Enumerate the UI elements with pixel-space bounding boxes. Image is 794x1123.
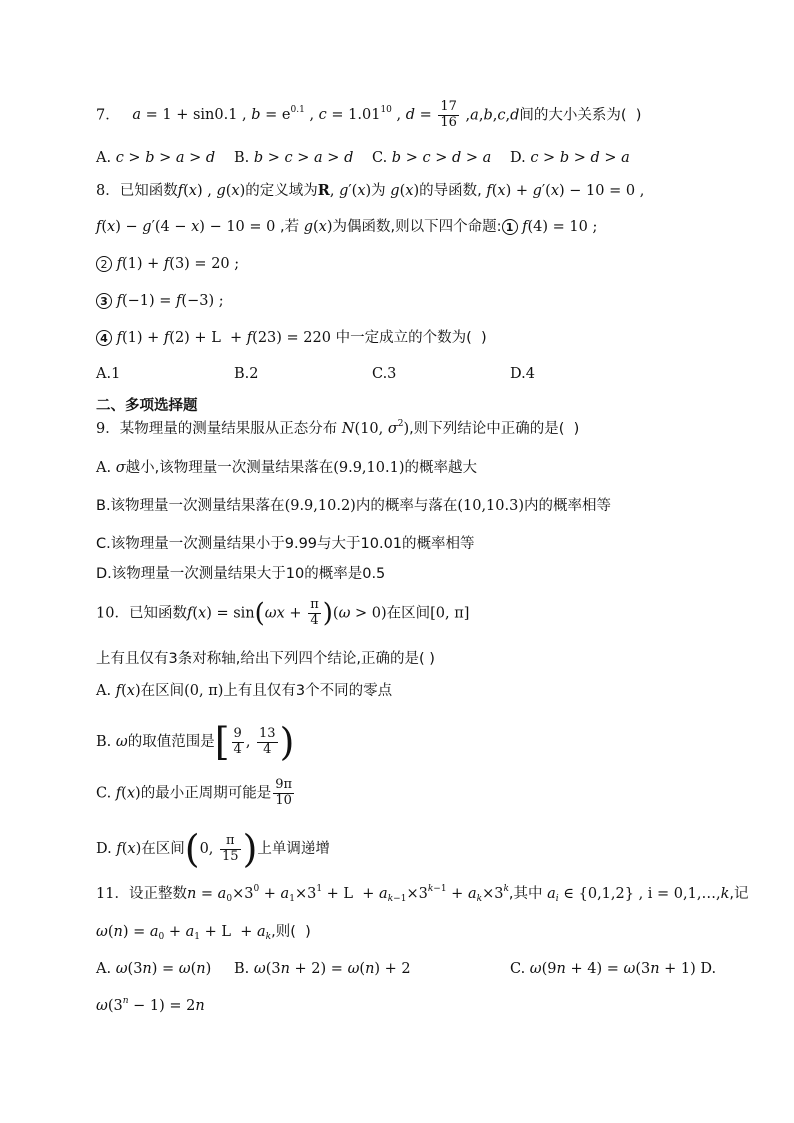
q8-line1: 8．已知函数f(x) , g(x)的定义域为R, g′(x)为 g(x)的导函数, f(x) + g′(x) − 10 = 0 , xyxy=(96,182,645,199)
circled-1-icon: 1 xyxy=(502,219,518,235)
q8-option-d: D.4 xyxy=(510,366,535,382)
q10-option-b: B. ω的取值范围是[ $\frac{9}{4}$ , $\frac{13}{4}$ ) xyxy=(96,720,295,764)
section-heading: 二、多项选择题 xyxy=(96,398,198,414)
q8-option-b: B.2 xyxy=(234,366,259,382)
q7-option-c: C. b > c > d > a xyxy=(372,150,492,166)
circled-2-icon: 2 xyxy=(96,256,112,272)
q7-number: 7． xyxy=(96,107,120,124)
q8-option-a: A.1 xyxy=(96,366,121,382)
q7-option-d: D. c > b > d > a xyxy=(510,150,630,166)
q11-option-c: C. ω(9n + 4) = ω(3n + 1) D. xyxy=(510,961,717,977)
q11-number: 11． xyxy=(96,886,129,902)
q9-number: 9． xyxy=(96,421,120,437)
q9-option-b: B.该物理量一次测量结果落在(9.9,10.2)内的概率与落在(10,10.3)内的概率相等 xyxy=(96,498,612,514)
q9-option-d: D.该物理量一次测量结果大于10的概率是0.5 xyxy=(96,566,386,582)
q8-line4: 3 f(−1) = f(−3) ; xyxy=(96,293,224,310)
q11-option-b: B. ω(3n + 2) = ω(n) + 2 xyxy=(234,961,411,977)
circled-3-icon: 3 xyxy=(96,293,112,309)
q11-option-a: A. ω(3n) = ω(n) xyxy=(96,961,212,977)
q10-stem-line2: 上有且仅有3条对称轴,给出下列四个结论,正确的是( ) xyxy=(96,651,435,667)
q10-stem: 10．已知函数f(x) = sin(ωx + $\frac{\pi}{4}$ )(ω > 0)在区间[0, π] xyxy=(96,597,470,629)
q11-option-d: $\omega(3^n - 1) = 2n$ xyxy=(96,996,205,1014)
q10-option-a: A. f(x)在区间(0, π)上有且仅有3个不同的零点 xyxy=(96,683,393,699)
q8-line2: f(x) − g′(4 − x) − 10 = 0 ,若 g(x)为偶函数,则以下四个命题: 1 f(4) = 10 ; xyxy=(96,219,598,235)
q8-option-c: C.3 xyxy=(372,366,397,382)
q7-option-a: A. c > b > a > d xyxy=(96,150,216,166)
q9-stem: 9．某物理量的测量结果服从正态分布 N(10, $\sigma^2$),则下列结论中正确的是( ) xyxy=(96,419,580,437)
q9-option-a: A. σ越小,该物理量一次测量结果落在(9.9,10.1)的概率越大 xyxy=(96,460,477,476)
q9-option-c: C.该物理量一次测量结果小于9.99与大于10.01的概率相等 xyxy=(96,536,475,552)
q10-number: 10． xyxy=(96,605,129,622)
q11-stem: 11．设正整数$n = a_0\times 3^0 + a_1\times 3^1 + L + a_{k-1}\times 3^{k-1} + a_k\times 3^k$,其中 $a_i$ ∈ {0,1,2} , i = 0,1,…,k,记 xyxy=(96,884,749,904)
q10-option-c: C. f(x)的最小正周期可能是 $\frac{9\pi}{10}$ xyxy=(96,777,293,808)
q10-option-d: D. f(x)在区间(0, $\frac{\pi}{15}$ )上单调递增 xyxy=(96,827,330,871)
q8-line3: 2 f(1) + f(3) = 20 ; xyxy=(96,256,239,273)
q8-line5: 4 f(1) + f(2) + L + f(23) = 220 中一定成立的个数为( ) xyxy=(96,330,487,347)
circled-4-icon: 4 xyxy=(96,330,112,346)
q7-option-b: B. b > c > a > d xyxy=(234,150,354,166)
q8-number: 8． xyxy=(96,183,120,199)
q11-stem-line2: $\omega(n) = a_0 + a_1 + L + a_k$,则( ) xyxy=(96,924,311,942)
q7-stem: 7． a = 1 + sin0.1 , $b = e^{0.1}$ , $c = 1.01^{10}$ , d = $\frac{17}{16}$ ,a,b,c,d间的大小关系为( ) xyxy=(96,99,642,130)
